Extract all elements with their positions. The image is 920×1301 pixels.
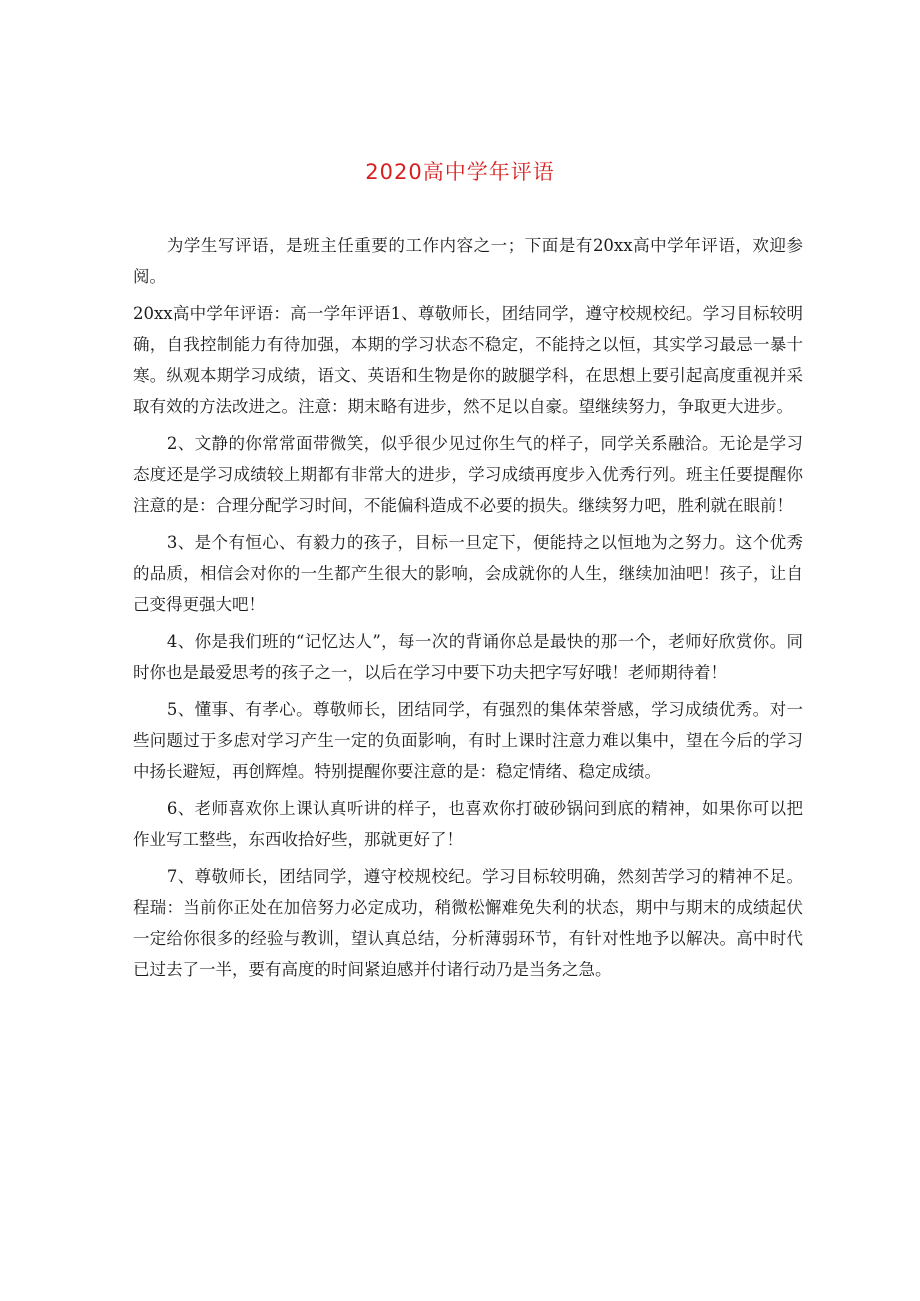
comment-paragraph-4: 4、你是我们班的“记忆达人”，每一次的背诵你总是最快的那一个，老师好欣赏你。同时你也是最爱思考的孩子之一，以后在学习中要下功夫把字写好哦！老师期待着！ xyxy=(133,632,803,682)
comment-paragraph-7: 7、尊敬师长，团结同学，遵守校规校纪。学习目标较明确，然刻苦学习的精神不足。程瑞：当前你正处在加倍努力必定成功，稍微松懈难免失利的状态，期中与期末的成绩起伏一定给你很多的经验与教训，望认真总结，分析薄弱环节，有针对性地予以解决。高中时代已过去了一半，要有高度的时间紧迫感并付诸行动乃是当务之急。 xyxy=(133,867,803,979)
document-title: 2020高中学年评语 xyxy=(365,160,555,184)
document-body xyxy=(133,230,803,991)
comment-paragraph-3: 3、是个有恒心、有毅力的孩子，目标一旦定下，便能持之以恒地为之努力。这个优秀的品质，相信会对你的一生都产生很大的影响，会成就你的人生，继续加油吧！孩子，让自己变得更强大吧！ xyxy=(133,533,803,614)
intro-paragraph: 为学生写评语，是班主任重要的工作内容之一；下面是有20xx高中学年评语，欢迎参阅。 xyxy=(133,236,803,286)
comment-paragraph-2: 2、文静的你常常面带微笑，似乎很少见过你生气的样子，同学关系融洽。无论是学习态度还是学习成绩较上期都有非常大的进步，学习成绩再度步入优秀行列。班主任要提醒你注意的是：合理分配学习时间，不能偏科造成不必要的损失。继续努力吧，胜利就在眼前！ xyxy=(133,434,803,515)
comment-paragraph-1: 20xx高中学年评语：高一学年评语1、尊敬师长，团结同学，遵守校规校纪。学习目标较明确，自我控制能力有待加强，本期的学习状态不稳定，不能持之以恒，其实学习最忌一暴十寒。纵观本期学习成绩，语文、英语和生物是你的跛腿学科，在思想上要引起高度重视并采取有效的方法改进之。注意：期末略有进步，然不足以自豪。望继续努力，争取更大进步。 xyxy=(133,304,803,416)
comment-paragraph-6: 6、老师喜欢你上课认真听讲的样子，也喜欢你打破砂锅问到底的精神，如果你可以把作业写工整些，东西收拾好些，那就更好了！ xyxy=(133,799,803,849)
comment-paragraph-5: 5、懂事、有孝心。尊敬师长，团结同学，有强烈的集体荣誉感，学习成绩优秀。对一些问题过于多虑对学习产生一定的负面影响，有时上课时注意力难以集中，望在今后的学习中扬长避短，再创辉煌。特别提醒你要注意的是：稳定情绪、稳定成绩。 xyxy=(133,700,803,781)
